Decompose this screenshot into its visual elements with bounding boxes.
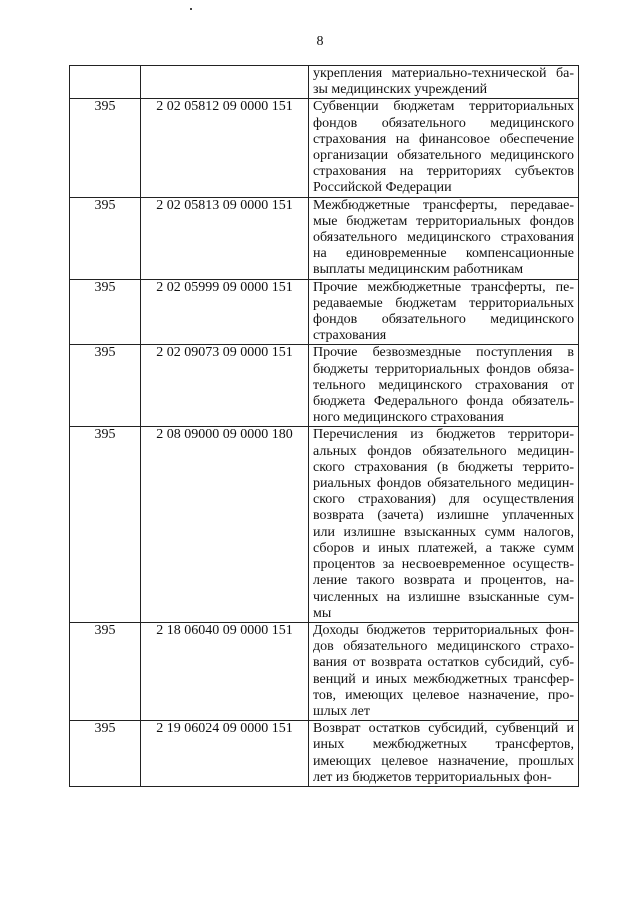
description-line: обязательного медицинского страхования [313,230,574,246]
table-row [70,345,579,427]
description-line: Российской Федерации [313,180,452,196]
table-row [70,622,579,720]
budget-classification-code-cell: 2 08 09000 09 0000 180 [141,427,309,622]
description-line: укрепления материально-технической ба- [313,66,574,81]
revenue-description-cell [309,721,579,787]
description-line: бюджеты территориальных фондов обяза- [313,361,574,377]
admin-code-cell: 395 [70,427,141,622]
description-line: страхования на финансовое обеспечение [313,131,574,147]
admin-code-cell: 395 [70,622,141,720]
table-row [70,279,579,345]
page-number: 8 [316,34,324,49]
description-line: процентов за несвоевременное осуществ- [313,557,574,573]
description-line: Возврат остатков субсидий, субвенций и [313,721,574,737]
description-line: сборов и иных платежей, а также сумм [313,540,574,556]
revenue-description-cell [309,197,579,279]
revenue-description-cell [309,99,579,197]
description-line: на единовременные компенсационные [313,246,574,262]
description-line: ского страхования (в бюджеты террито- [313,459,574,475]
description-line: возврата (зачета) излишне уплаченных [313,508,574,524]
budget-classification-code-cell: 2 02 05812 09 0000 151 [141,99,309,197]
budget-classification-code-cell: 2 02 09073 09 0000 151 [141,345,309,427]
admin-code-cell: 395 [70,721,141,787]
description-line: ного медицинского страхования [313,410,504,426]
admin-code-cell: 395 [70,99,141,197]
budget-classification-code-cell: 2 19 06024 09 0000 151 [141,721,309,787]
description-line: Субвенции бюджетам территориальных [313,99,574,115]
description-line: альных фондов обязательного медицин- [313,443,574,459]
table-row [70,427,579,622]
description-line: редаваемые бюджетам территориальных [313,295,574,311]
description-line: страхования [313,328,387,344]
table-row [70,99,579,197]
description-line: риальных фондов обязательного медицин- [313,476,574,492]
description-line: тельного медицинского страхования от [313,377,574,393]
table-row [70,721,579,787]
description-line: страхования на территориях субъектов [313,164,574,180]
description-line: организации обязательного медицинского [313,148,574,164]
revenue-description-cell [309,622,579,720]
description-line: фондов обязательного медицинского [313,312,574,328]
revenue-description-cell [309,66,579,99]
description-line: шлых лет [313,703,370,719]
admin-code-cell: 395 [70,197,141,279]
budget-classification-code-cell: 2 02 05999 09 0000 151 [141,279,309,345]
description-line: ление такого возврата и процентов, на- [313,573,574,589]
description-line: Межбюджетные трансферты, передавае- [313,197,574,213]
description-line: выплаты медицинским работникам [313,262,524,278]
description-line: мые бюджетам территориальных фондов [313,213,574,229]
budget-classification-code-cell: 2 02 05813 09 0000 151 [141,197,309,279]
table-row [70,66,579,99]
revenue-description-cell [309,345,579,427]
scan-speck [190,8,192,10]
admin-code-cell: 395 [70,279,141,345]
admin-code-cell: 395 [70,345,141,427]
budget-classification-code-cell [141,66,309,99]
description-line: фондов обязательного медицинского [313,115,574,131]
revenue-codes-table [69,65,579,787]
description-line: вания от возврата остатков субсидий, суб- [313,655,574,671]
admin-code-cell [70,66,141,99]
description-line: Прочие безвозмездные поступления в [313,345,574,361]
description-line: мы [313,605,332,621]
description-line: лет из бюджетов территориальных фон- [313,769,552,785]
budget-classification-code-cell: 2 18 06040 09 0000 151 [141,622,309,720]
description-line: имеющих целевое назначение, прошлых [313,753,574,769]
description-line: бюджета Федерального фонда обязатель- [313,394,574,410]
revenue-description-cell [309,427,579,622]
description-line: венций и иных межбюджетных трансфер- [313,671,574,687]
description-line: иных межбюджетных трансфертов, [313,737,574,753]
description-line: Прочие межбюджетные трансферты, пе- [313,279,574,295]
description-line: Перечисления из бюджетов территори- [313,427,574,443]
description-line: Доходы бюджетов территориальных фон- [313,622,574,638]
description-line: ского страхования) для осуществления [313,492,574,508]
description-line: тов, имеющих целевое назначение, про- [313,687,574,703]
table-row [70,197,579,279]
description-line: дов обязательного медицинского страхо- [313,639,574,655]
revenue-description-cell [309,279,579,345]
description-line: численных на излишне взысканные сум- [313,589,574,605]
description-line: зы медицинских учреждений [313,82,488,98]
description-line: или излишне взысканных сумм налогов, [313,524,574,540]
